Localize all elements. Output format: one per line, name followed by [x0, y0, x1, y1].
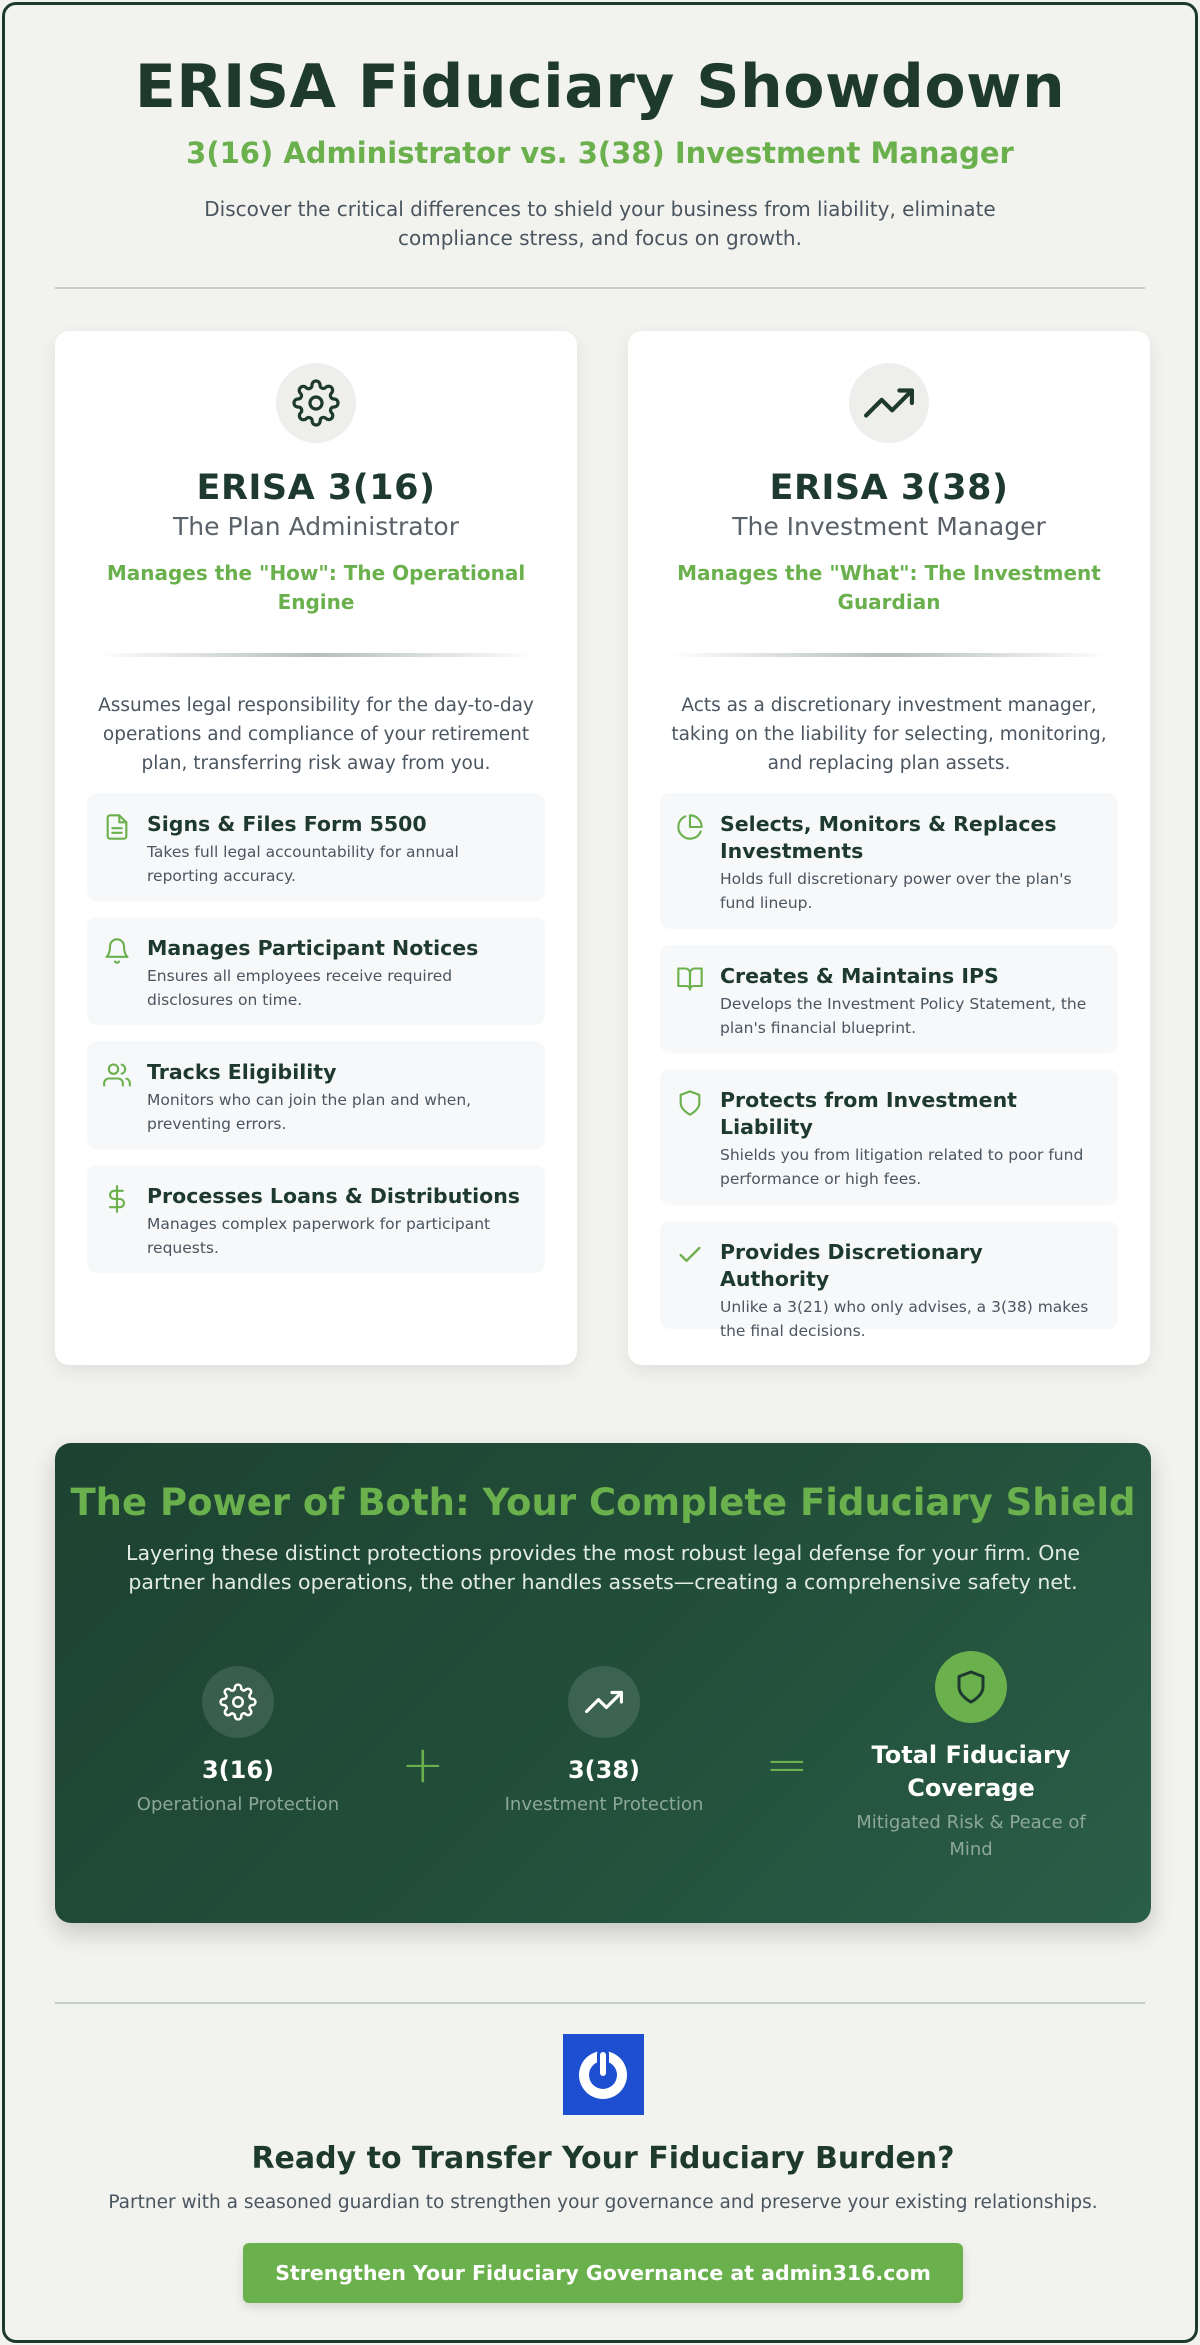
feature-item: [660, 793, 1118, 929]
shield-icon: [676, 1089, 704, 1117]
call-to-action: [5, 2034, 1198, 2303]
feature-item: [87, 793, 545, 901]
feature-description: Monitors who can join the plan and when, preventing errors.: [147, 1091, 472, 1133]
card-tagline: Manages the "How": The Operational Engine: [106, 561, 526, 614]
feature-description: Develops the Investment Policy Statement, the plan's financial blueprint.: [720, 995, 1087, 1037]
power-of-both-panel: [55, 1443, 1151, 1923]
feature-title: Provides Discretionary Authority: [720, 1240, 983, 1291]
card-3-16: [55, 331, 577, 1365]
feature-item: [87, 917, 545, 1025]
intro-text: Discover the critical differences to shield your business from liability, eliminate compliance stress, and focus on growth.: [204, 197, 996, 250]
card-title: ERISA 3(16): [196, 468, 436, 508]
feature-title: Selects, Monitors & Replaces Investments: [720, 812, 1057, 863]
trending-up-icon: [849, 363, 929, 443]
feature-item: [87, 1041, 545, 1149]
users-icon: [103, 1061, 131, 1089]
stat-sub: Mitigated Risk & Peace of Mind: [856, 1812, 1086, 1860]
feature-title: Manages Participant Notices: [147, 936, 479, 960]
feature-description: Unlike a 3(21) who only advises, a 3(38) makes the final decisions.: [720, 1298, 1089, 1340]
feature-item: [660, 945, 1118, 1053]
cta-button[interactable]: Strengthen Your Fiduciary Governance at admin316.com: [243, 2243, 963, 2303]
feature-item: [660, 1069, 1118, 1205]
card-description: Assumes legal responsibility for the day-to-day operations and compliance of your retirement plan, transferring risk away from you.: [98, 695, 534, 774]
comparison-cards: [55, 331, 1151, 1365]
divider: [55, 287, 1145, 289]
gear-icon: [276, 363, 356, 443]
book-icon: [676, 965, 704, 993]
feature-description: Shields you from litigation related to poor fund performance or high fees.: [720, 1146, 1084, 1188]
bell-icon: [103, 937, 131, 965]
stat-sub: Operational Protection: [136, 1794, 340, 1815]
page-subtitle: 3(16) Administrator vs. 3(38) Investment Manager: [186, 136, 1014, 170]
header: [5, 5, 1195, 253]
plus-icon: +: [401, 1735, 445, 1795]
power-text: Layering these distinct protections provides the most robust legal defense for your firm. One partner handles operations, the other handles assets—creating a comprehensive safety net.: [126, 1541, 1080, 1594]
feature-description: Ensures all employees receive required disclosures on time.: [147, 967, 453, 1009]
cta-text: Partner with a seasoned guardian to strengthen your governance and preserve your existing relationships.: [108, 2192, 1098, 2213]
card-title: ERISA 3(38): [769, 468, 1009, 508]
trending-up-icon: [568, 1666, 640, 1738]
card-divider: [669, 653, 1109, 657]
stat-3-16: [118, 1666, 358, 1818]
feature-item: [660, 1221, 1118, 1340]
feature-description: Takes full legal accountability for annual reporting accuracy.: [147, 843, 459, 885]
dollar-icon: [103, 1185, 131, 1213]
feature-item: [87, 1165, 545, 1273]
feature-description: Manages complex paperwork for participant requests.: [147, 1215, 491, 1257]
check-icon: [676, 1241, 704, 1269]
power-title: The Power of Both: Your Complete Fiduciary Shield: [70, 1481, 1136, 1524]
gear-icon: [202, 1666, 274, 1738]
feature-list: [87, 793, 545, 1289]
feature-title: Tracks Eligibility: [147, 1060, 337, 1084]
card-divider: [96, 653, 536, 657]
cta-title: Ready to Transfer Your Fiduciary Burden?: [251, 2141, 955, 2176]
stat-label: Total Fiduciary Coverage: [871, 1741, 1071, 1802]
stat-3-38: [484, 1666, 724, 1818]
card-3-38: [628, 331, 1150, 1365]
pie-chart-icon: [676, 813, 704, 841]
stat-sub: Investment Protection: [504, 1794, 704, 1815]
equals-icon: =: [765, 1735, 809, 1795]
divider: [55, 2002, 1145, 2004]
stat-label: 3(16): [201, 1756, 275, 1784]
feature-title: Signs & Files Form 5500: [147, 812, 427, 836]
feature-title: Processes Loans & Distributions: [147, 1184, 521, 1208]
card-description: Acts as a discretionary investment manager, taking on the liability for selecting, monitoring, and replacing plan assets.: [671, 695, 1107, 774]
feature-title: Protects from Investment Liability: [720, 1088, 1017, 1139]
card-role: The Investment Manager: [732, 512, 1046, 541]
feature-list: [660, 793, 1118, 1345]
card-role: The Plan Administrator: [173, 512, 459, 541]
power-logo-icon: [563, 2034, 644, 2115]
feature-description: Holds full discretionary power over the plan's fund lineup.: [720, 870, 1072, 912]
stat-total-coverage: [851, 1651, 1091, 1863]
page-frame: [2, 2, 1198, 2343]
card-tagline: Manages the "What": The Investment Guardian: [677, 561, 1101, 614]
document-icon: [103, 813, 131, 841]
feature-title: Creates & Maintains IPS: [720, 964, 999, 988]
page-title: ERISA Fiduciary Showdown: [134, 52, 1066, 122]
shield-icon: [935, 1651, 1007, 1723]
stat-label: 3(38): [567, 1756, 641, 1784]
